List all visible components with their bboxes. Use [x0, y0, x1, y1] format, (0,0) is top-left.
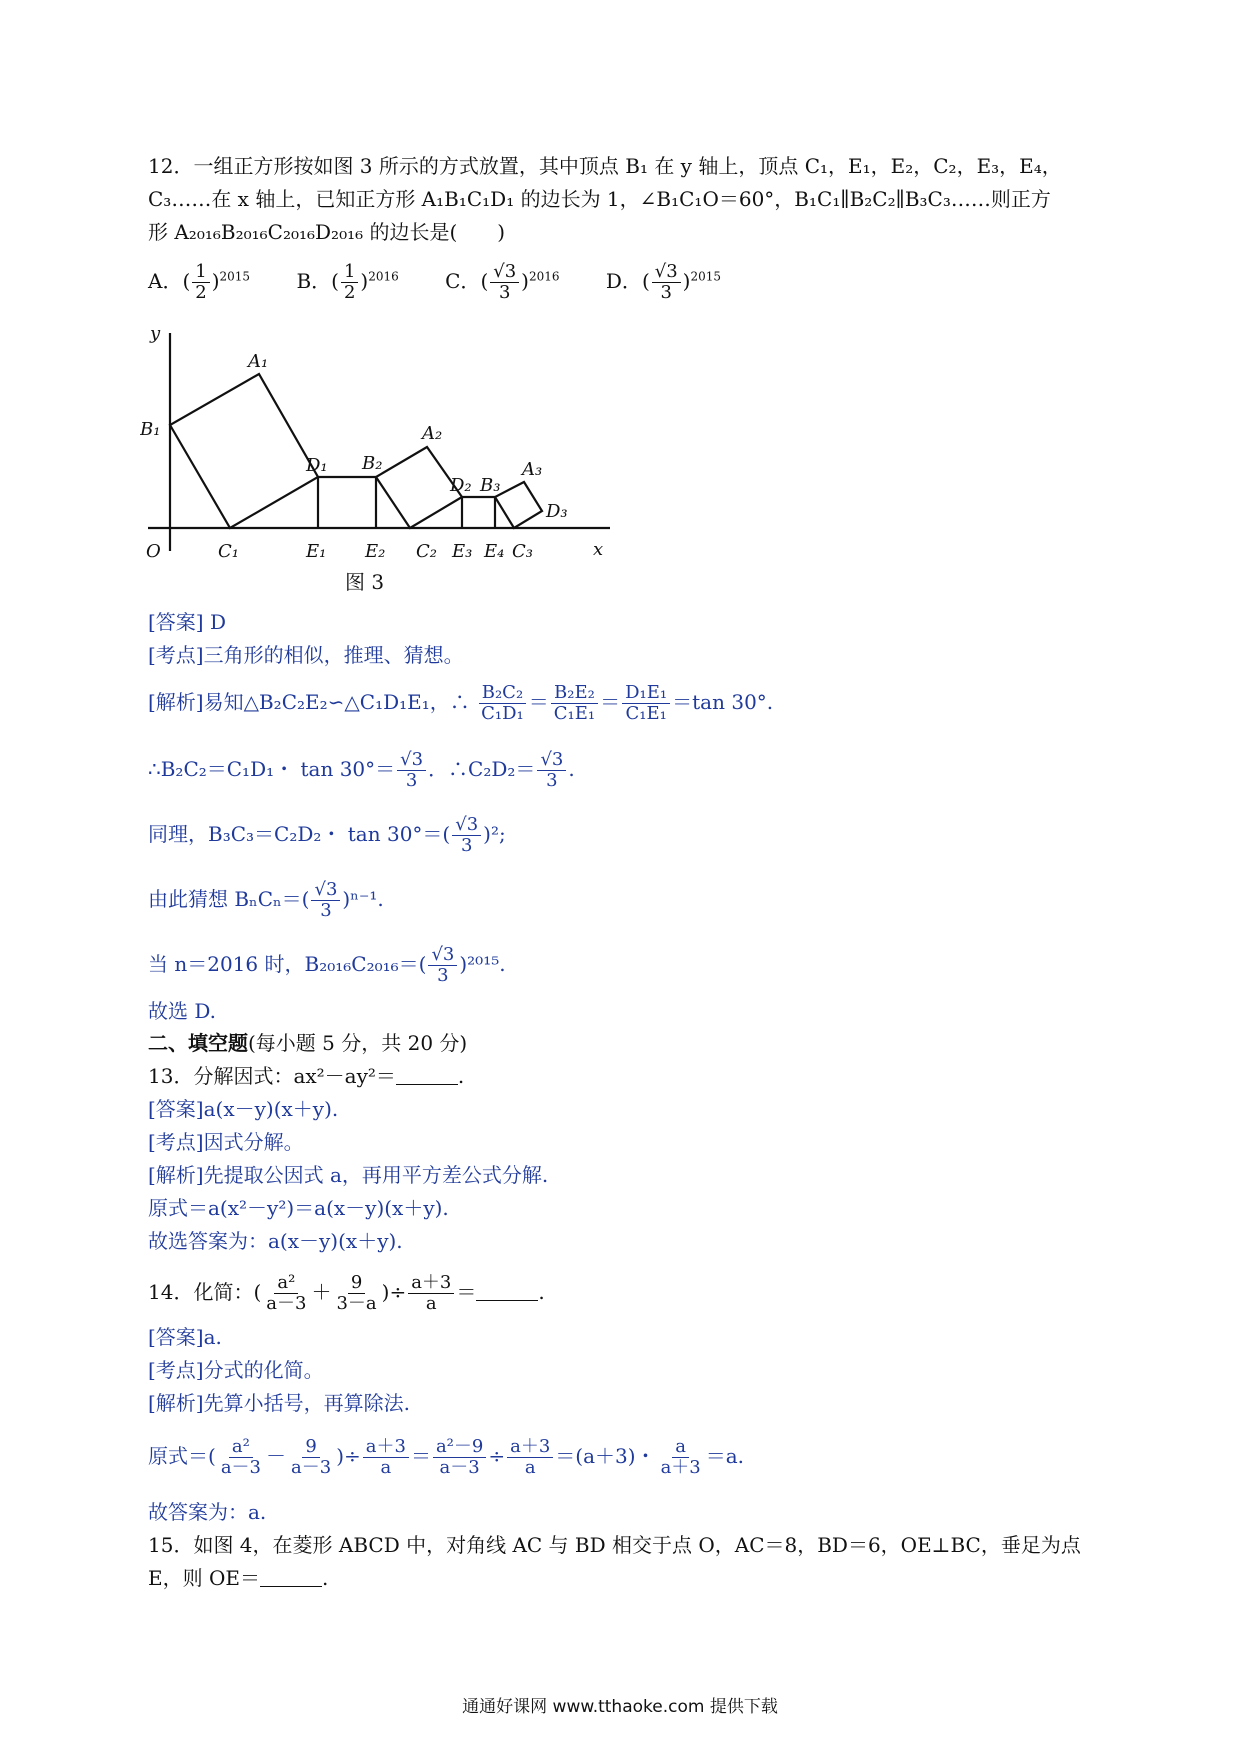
q12-step-2-frac-num: √3	[452, 815, 481, 836]
q14-s-frac-2-num: 9	[302, 1437, 319, 1458]
label-x: x	[593, 539, 604, 560]
q12-step-4-frac-num: √3	[428, 945, 457, 966]
q12-analysis-lead: [解析]易知△B₂C₂E₂∽△C₁D₁E₁，∴	[148, 690, 470, 714]
q12-step-3-end: )ⁿ⁻¹.	[342, 887, 384, 911]
label-c2: C₂	[416, 541, 437, 562]
option-b-exp: 2016	[368, 269, 399, 284]
q12-ratio-3-num: D₁E₁	[622, 683, 670, 704]
q14-plus: ＋	[311, 1280, 332, 1304]
label-b2: B₂	[362, 453, 383, 474]
q13-analysis: [解析]先提取公因式 a，再用平方差公式分解.	[148, 1163, 549, 1187]
q12-step-3-lead: 由此猜想 BₙCₙ＝(	[148, 887, 310, 911]
option-b-label: B．	[296, 269, 332, 293]
q14-s-frac-3	[363, 1437, 409, 1478]
q13-answer-blank	[396, 1066, 458, 1085]
q13-answer: [答案]a(x－y)(x＋y).	[148, 1097, 339, 1121]
q14-s-frac-2	[288, 1437, 334, 1478]
option-a-fraction	[192, 262, 209, 303]
q12-ratio-2-den: C₁E₁	[553, 703, 596, 724]
q14-s-frac-4-den: a－3	[439, 1457, 480, 1478]
q14-s-end: ＝a.	[705, 1444, 745, 1468]
label-c1: C₁	[218, 541, 239, 562]
q14-s-frac-6-num: a	[672, 1437, 689, 1458]
option-b-fraction	[341, 262, 358, 303]
q12-step-3	[148, 880, 384, 921]
q12-answer: [答案] D	[148, 610, 226, 634]
q12-step-1-frac-b-num: √3	[537, 750, 566, 771]
q12-step-1-mid: ．∴C₂D₂＝	[428, 757, 536, 781]
q12-step-1-frac-a-num: √3	[397, 750, 426, 771]
section-2-heading	[148, 1029, 467, 1057]
q12-step-1-frac-a	[397, 750, 426, 791]
option-d: D．( $\frac{√3}{3}$ )$^{2015}$	[605, 261, 722, 303]
q12-step-4-frac	[428, 945, 457, 986]
square-1	[170, 374, 318, 528]
label-a2: A₂	[422, 423, 443, 444]
q14-s-frac-6-den: a＋3	[660, 1457, 701, 1478]
q15-answer-blank	[260, 1568, 322, 1587]
q14-s-frac-1-den: a－3	[220, 1457, 261, 1478]
option-c-label: C．	[445, 269, 481, 293]
q12-ratio-3-den: C₁E₁	[625, 703, 667, 724]
label-o: O	[146, 541, 161, 562]
q12-options	[148, 262, 761, 303]
label-d1: D₁	[306, 455, 328, 476]
q12-step-1-frac-b-den: 3	[546, 770, 558, 791]
q14-div: )÷	[381, 1280, 407, 1304]
q12-step-1-end: .	[568, 757, 575, 781]
q14-frac-2	[333, 1273, 379, 1314]
q14-s-lead: 原式＝(	[148, 1444, 216, 1468]
q14-conclusion: 故答案为：a.	[148, 1500, 267, 1524]
option-d-den: 3	[660, 282, 672, 303]
label-d3: D₃	[546, 501, 568, 522]
segment-d2-b3-e4	[462, 497, 495, 528]
label-e2: E₂	[365, 541, 386, 562]
option-d-num: √3	[652, 262, 681, 283]
label-c3: C₃	[512, 541, 533, 562]
q15-line-2	[148, 1564, 328, 1592]
q12-ratio-2	[551, 683, 598, 724]
label-a1: A₁	[248, 351, 269, 372]
q14-s-frac-5	[507, 1437, 553, 1478]
q14-frac-1-num: a²	[274, 1273, 298, 1294]
option-b-den: 2	[343, 282, 356, 303]
q14-solution	[148, 1437, 744, 1478]
q13-step: 原式＝a(x²－y²)＝a(x－y)(x＋y).	[148, 1196, 449, 1220]
q14-frac-3-num: a＋3	[408, 1273, 454, 1294]
option-a-den: 2	[195, 282, 207, 303]
q12-step-4-lead: 当 n＝2016 时，B₂₀₁₆C₂₀₁₆＝(	[148, 952, 427, 976]
q14-s-mid: ＝(a＋3)・	[555, 1444, 656, 1468]
square-3	[495, 482, 542, 528]
option-d-fraction	[652, 262, 681, 303]
label-b1: B₁	[140, 419, 161, 440]
q12-line-1: 12．一组正方形按如图 3 所示的方式放置，其中顶点 B₁ 在 y 轴上，顶点 C₁，E₁，E₂，C₂，E₃，E₄，	[148, 154, 1062, 178]
option-a-label: A．	[148, 269, 183, 293]
q14-frac-3	[408, 1273, 454, 1314]
q12-ratio-3	[622, 683, 670, 724]
option-b-num: 1	[341, 262, 358, 283]
q14-s-div: )÷	[336, 1444, 361, 1468]
q14-analysis: [解析]先算小括号，再算除法.	[148, 1391, 410, 1415]
q14-s-frac-1	[218, 1437, 264, 1478]
q12-ratio-2-num: B₂E₂	[551, 683, 598, 704]
q14-s-minus: －	[266, 1444, 286, 1468]
q12-step-1-lead: ∴B₂C₂＝C₁D₁・ tan 30°＝	[148, 757, 396, 781]
q12-step-4	[148, 945, 506, 986]
q12-step-4-end: )²⁰¹⁵.	[459, 952, 506, 976]
q14-s-div2: ÷	[488, 1444, 506, 1468]
q15-line-2-text: E，则 OE＝	[148, 1566, 260, 1590]
q12-step-4-frac-den: 3	[437, 965, 449, 986]
q14-lead: 14．化简：(	[148, 1280, 262, 1304]
label-b3: B₃	[480, 475, 501, 496]
option-c-exp: 2016	[528, 269, 560, 284]
q14-frac-3-den: a	[425, 1293, 437, 1314]
label-e4: E₄	[484, 541, 505, 562]
q12-step-1	[148, 750, 575, 791]
q12-analysis: [解析]易知△B₂C₂E₂∽△C₁D₁E₁，∴ $\frac{\text{B₂C₂}}{\text{C₁D₁}}$ ＝ $\frac{\text{B₂E₂}}{\text{C₁E₁}}$ ＝ $\frac{\text{D₁E₁}}{\text{C₁E₁}}$ ＝tan 30°.	[148, 682, 774, 724]
q12-point: [考点]三角形的相似，推理、猜想。	[148, 643, 464, 667]
q12-conclusion: 故选 D.	[148, 999, 217, 1023]
figure-3-diagram	[140, 325, 620, 565]
figure-3-caption: 图 3	[345, 570, 385, 594]
segment-d1-b2-e2	[318, 477, 376, 528]
label-e1: E₁	[306, 541, 327, 562]
q14-s-eq: ＝	[410, 1444, 431, 1468]
q12-step-2-end: )²;	[483, 822, 506, 846]
q14-answer: [答案]a.	[148, 1325, 222, 1349]
q13-question-text: 13．分解因式：ax²－ay²＝	[148, 1064, 396, 1088]
q14-s-frac-5-num: a＋3	[507, 1437, 553, 1458]
q13-point: [考点]因式分解。	[148, 1130, 304, 1154]
q12-step-2	[148, 815, 506, 856]
option-a-exp: 2015	[219, 269, 251, 284]
q14-eq: ＝	[456, 1280, 477, 1304]
q14-answer-blank	[476, 1282, 538, 1301]
q12-analysis-tail: ＝tan 30°.	[672, 690, 774, 714]
q15-line-1: 15．如图 4，在菱形 ABCD 中，对角线 AC 与 BD 相交于点 O，AC＝8，BD＝6，OE⊥BC，垂足为点	[148, 1533, 1081, 1557]
q14-end: .	[538, 1280, 545, 1304]
option-c-num: √3	[490, 262, 519, 283]
q14-point: [考点]分式的化简。	[148, 1358, 324, 1382]
q14-s-frac-1-num: a²	[229, 1437, 253, 1458]
footer-source: 通通好课网 www.tthaoke.com 提供下载	[462, 1697, 778, 1717]
q14-s-frac-3-num: a＋3	[363, 1437, 409, 1458]
q12-ratio-1	[478, 683, 527, 724]
q14-s-frac-3-den: a	[380, 1457, 392, 1478]
label-y: y	[150, 325, 161, 344]
option-a: A．( $\frac{1}{2}$ )$^{2015}$	[148, 261, 251, 303]
q13-conclusion: 故选答案为：a(x－y)(x＋y).	[148, 1229, 403, 1253]
q14-frac-2-num: 9	[348, 1273, 365, 1294]
q15-line-2-end: .	[321, 1566, 329, 1590]
q14-s-frac-4-num: a²－9	[433, 1437, 486, 1458]
q12-step-1-frac-b	[537, 750, 566, 791]
q14-frac-1	[263, 1273, 309, 1314]
q13-question	[148, 1062, 464, 1090]
label-a3: A₃	[522, 459, 543, 480]
section-2-title: 二、填空题	[148, 1031, 248, 1055]
option-d-label: D．	[605, 269, 642, 293]
q12-step-3-frac-num: √3	[311, 880, 340, 901]
option-a-num: 1	[192, 262, 209, 283]
q12-step-3-frac-den: 3	[320, 900, 332, 921]
q14-s-frac-4	[433, 1437, 486, 1478]
q14-s-frac-2-den: a－3	[291, 1457, 332, 1478]
option-d-exp: 2015	[690, 269, 722, 284]
q14-s-frac-5-den: a	[524, 1457, 536, 1478]
q12-step-2-lead: 同理，B₃C₃＝C₂D₂・ tan 30°＝(	[148, 822, 451, 846]
q14-frac-1-den: a－3	[266, 1293, 307, 1314]
label-d2: D₂	[450, 475, 472, 496]
q12-line-3: 形 A₂₀₁₆B₂₀₁₆C₂₀₁₆D₂₀₁₆ 的边长是( )	[148, 220, 506, 244]
q12-step-2-frac-den: 3	[460, 835, 473, 856]
option-c-fraction	[490, 262, 519, 303]
q14-s-frac-6	[658, 1437, 704, 1478]
q14-question	[148, 1273, 545, 1314]
label-e3: E₃	[452, 541, 473, 562]
section-2-note: (每小题 5 分，共 20 分)	[248, 1031, 468, 1055]
q12-step-1-frac-a-den: 3	[405, 770, 418, 791]
option-c: C．( $\frac{√3}{3}$ )$^{2016}$	[445, 261, 560, 303]
q12-step-3-frac	[311, 880, 340, 921]
option-c-den: 3	[498, 282, 511, 303]
q12-ratio-1-num: B₂C₂	[479, 683, 526, 704]
q12-line-2: C₃……在 x 轴上，已知正方形 A₁B₁C₁D₁ 的边长为 1，∠B₁C₁O＝60°，B₁C₁∥B₂C₂∥B₃C₃……则正方	[148, 187, 1051, 211]
q14-frac-2-den: 3－a	[336, 1293, 377, 1314]
q12-step-2-frac	[452, 815, 481, 856]
q13-question-end: .	[457, 1064, 465, 1088]
q12-ratio-1-den: C₁D₁	[481, 703, 524, 724]
option-b: B．( $\frac{1}{2}$ )$^{2016}$	[296, 261, 399, 303]
